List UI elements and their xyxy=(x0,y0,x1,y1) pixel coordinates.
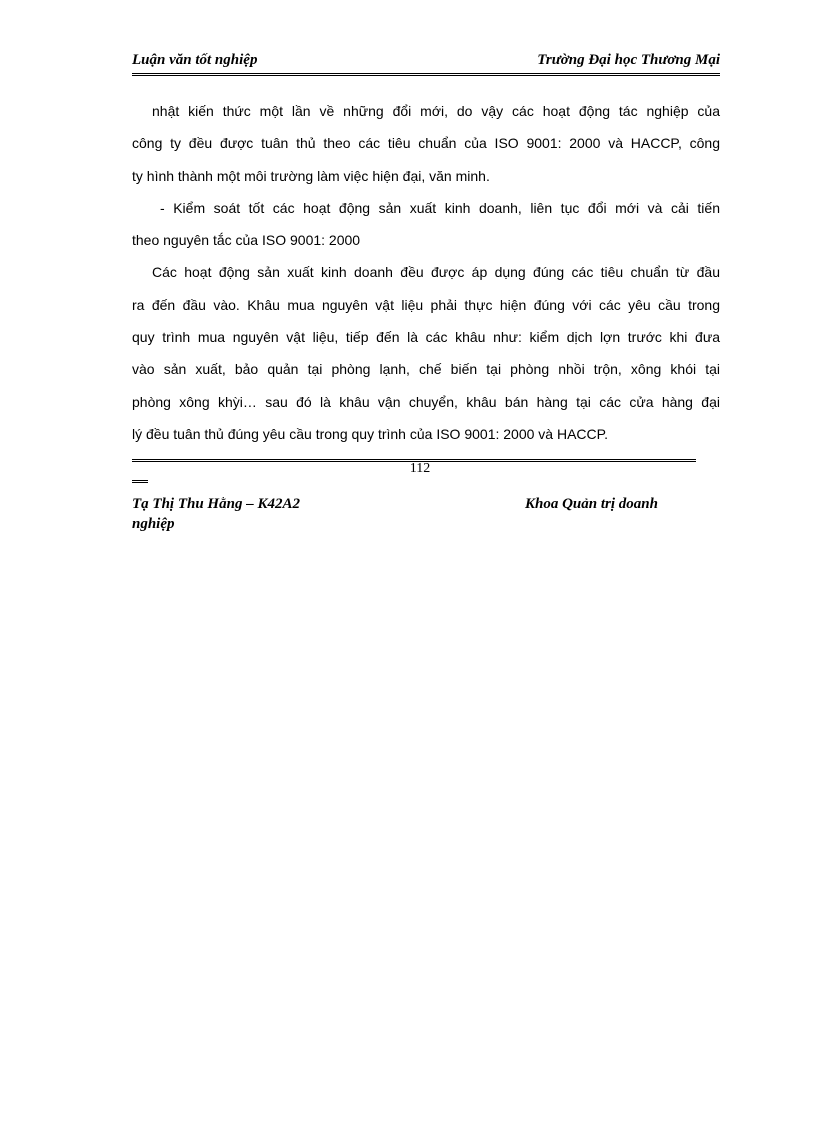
header-divider xyxy=(132,73,720,76)
body-line: nhật kiến thức một lần về những đổi mới, do vậy các hoạt động tác nghiệp của xyxy=(152,103,720,119)
body-line: quy trình mua nguyên vật liệu, tiếp đến là các khâu như: kiểm dịch lợn trước khi đưa xyxy=(132,329,720,346)
body-line: ty hình thành một môi trường làm việc hiện đại, văn minh. xyxy=(132,167,490,184)
header-thesis-label: Luận văn tốt nghiệp xyxy=(132,52,258,68)
body-line: công ty đều được tuân thủ theo các tiêu chuẩn của ISO 9001: 2000 và HACCP, công xyxy=(132,135,720,152)
body-line: phòng xông khỳi… sau đó là khâu vận chuyển, khâu bán hàng tại các cửa hàng đại xyxy=(132,393,720,410)
page-header xyxy=(132,52,720,72)
footer-department-continued: nghiệp xyxy=(132,516,175,532)
body-line: lý đều tuân thủ đúng yêu cầu trong quy trình của ISO 9001: 2000 và HACCP. xyxy=(132,425,609,442)
header-university: Trường Đại học Thương Mại xyxy=(537,52,720,68)
body-line: ra đến đầu vào. Khâu mua nguyên vật liệu phải thực hiện đúng với các yêu cầu trong xyxy=(132,296,720,313)
bullet-line: - Kiểm soát tốt các hoạt động sản xuất kinh doanh, liên tục đổi mới và cải tiến xyxy=(160,199,720,216)
body-line: theo nguyên tắc của ISO 9001: 2000 xyxy=(132,232,361,249)
body-line: vào sản xuất, bảo quản tại phòng lạnh, chế biến tại phòng nhồi trộn, xông khói tại xyxy=(132,361,720,378)
page-number: 112 xyxy=(409,461,431,476)
footer-department: Khoa Quản trị doanh xyxy=(525,496,658,512)
footer-small-divider xyxy=(132,480,148,483)
body-text xyxy=(132,95,720,450)
footer-author: Tạ Thị Thu Hằng – K42A2 xyxy=(132,496,300,512)
body-line: Các hoạt động sản xuất kinh doanh đều được áp dụng đúng các tiêu chuẩn từ đầu xyxy=(152,264,720,281)
